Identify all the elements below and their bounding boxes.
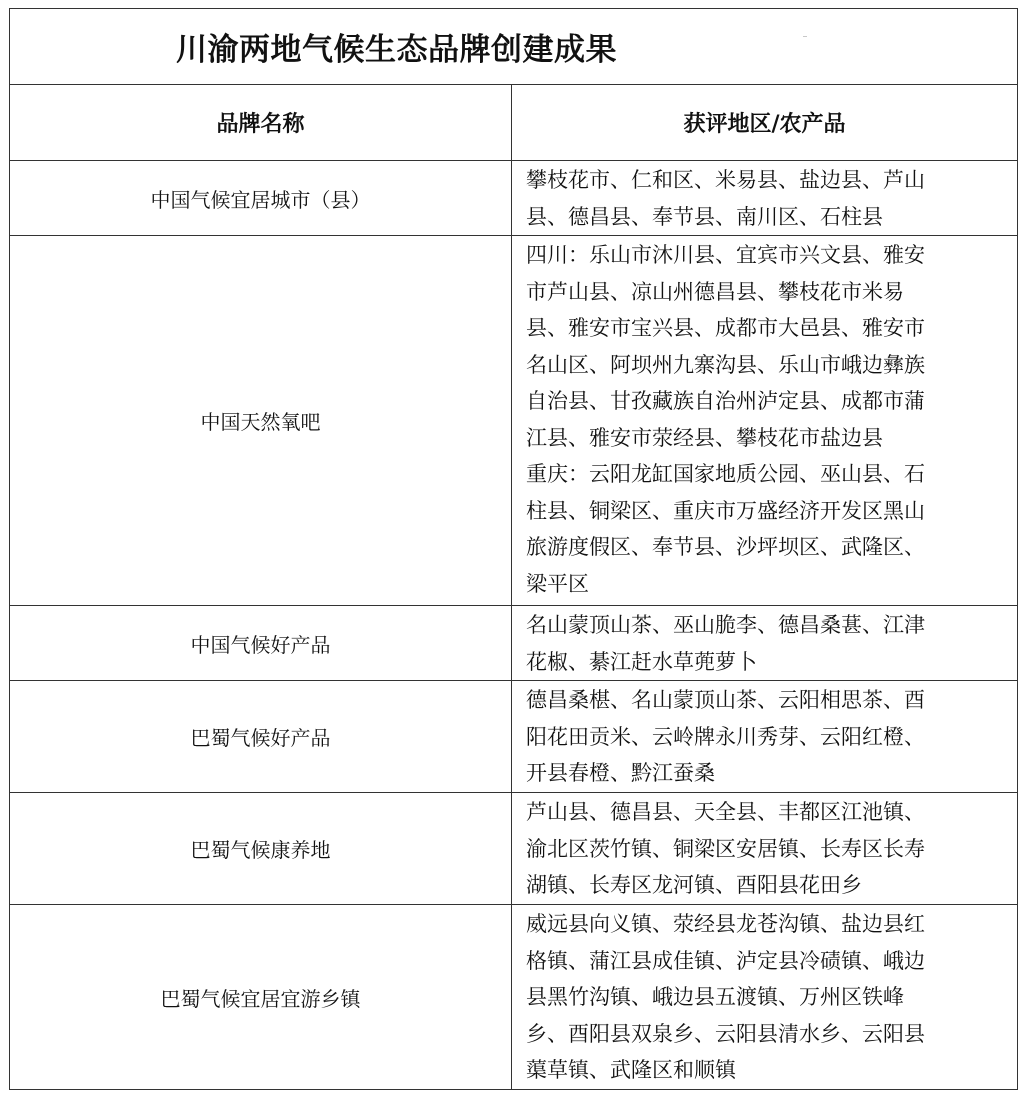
region-text-line: 渝北区茨竹镇、铜梁区安居镇、长寿区长寿: [526, 836, 925, 861]
region-text-line: 县黑竹沟镇、峨边县五渡镇、万州区铁峰: [526, 985, 904, 1009]
brand-name-cell: 中国气候宜居城市（县）: [10, 161, 512, 236]
region-text-line: 四川：乐山市沐川县、宜宾市兴文县、雅安: [526, 243, 925, 267]
region-text-line: 阳花田贡米、云岭牌永川秀芽、云阳红橙、: [526, 724, 925, 749]
table-row: [10, 793, 1018, 905]
table-title: 川渝两地气候生态品牌创建成果: [10, 9, 1018, 85]
header-row: [10, 85, 1018, 161]
region-text-line: 市芦山县、凉山州德昌县、攀枝花市米易: [526, 279, 904, 304]
awarded-region-cell: [512, 236, 1018, 606]
title-row: [10, 9, 1018, 85]
region-text-line: 乡、酉阳县双泉乡、云阳县清水乡、云阳县: [526, 1021, 925, 1046]
table-row: [10, 681, 1018, 793]
region-text-line: 湖镇、长寿区龙河镇、酉阳县花田乡: [526, 873, 862, 897]
table-row: [10, 905, 1018, 1090]
table-row: [10, 236, 1018, 606]
brand-name-cell: 巴蜀气候康养地: [10, 793, 512, 905]
region-text-line: 德昌桑椹、名山蒙顶山茶、云阳相思茶、酉: [526, 688, 925, 712]
region-text-line: 旅游度假区、奉节县、沙坪坝区、武隆区、: [526, 535, 925, 559]
region-text-line: 开县春橙、黔江蚕桑: [526, 761, 715, 785]
region-text-line: 江县、雅安市荥经县、攀枝花市盐边县: [526, 425, 883, 450]
region-text-line: 县、德昌县、奉节县、南川区、石柱县: [526, 204, 883, 229]
region-text-line: 梁平区: [526, 571, 589, 596]
region-text-line: 格镇、蒲江县成佳镇、泸定县冷碛镇、峨边: [526, 948, 925, 973]
brand-name-cell: 中国天然氧吧: [10, 236, 512, 606]
region-text-line: 重庆：云阳龙缸国家地质公园、巫山县、石: [526, 462, 925, 486]
awarded-region-cell: [512, 606, 1018, 681]
region-text-line: 名山区、阿坝州九寨沟县、乐山市峨边彝族: [526, 352, 925, 377]
region-text-line: 花椒、綦江赶水草蔸萝卜: [526, 649, 757, 674]
awarded-region-cell: [512, 793, 1018, 905]
brand-name-cell: 巴蜀气候好产品: [10, 681, 512, 793]
awarded-region-cell: [512, 161, 1018, 236]
region-text-line: 名山蒙顶山茶、巫山脆李、德昌桑葚、江津: [526, 613, 925, 637]
awarded-region-cell: [512, 905, 1018, 1090]
region-text-line: 自治县、甘孜藏族自治州泸定县、成都市蒲: [526, 389, 925, 413]
region-text-line: 县、雅安市宝兴县、成都市大邑县、雅安市: [526, 316, 925, 340]
region-text-line: 芦山县、德昌县、天全县、丰都区江池镇、: [526, 800, 925, 824]
region-text-line: 蕖草镇、武隆区和顺镇: [526, 1058, 736, 1082]
brand-name-cell: 中国气候好产品: [10, 606, 512, 681]
achievements-table: [9, 8, 1018, 1090]
region-text-line: 威远县向义镇、荥经县龙苍沟镇、盐边县红: [526, 912, 925, 936]
brand-name-cell: 巴蜀气候宜居宜游乡镇: [10, 905, 512, 1090]
header-awarded-region: 获评地区/农产品: [512, 85, 1018, 161]
header-brand-name: 品牌名称: [10, 85, 512, 161]
awarded-region-cell: [512, 681, 1018, 793]
table-row: [10, 606, 1018, 681]
region-text-line: 攀枝花市、仁和区、米易县、盐边县、芦山: [526, 168, 925, 192]
table-row: [10, 161, 1018, 236]
region-text-line: 柱县、铜梁区、重庆市万盛经济开发区黑山: [526, 498, 925, 523]
